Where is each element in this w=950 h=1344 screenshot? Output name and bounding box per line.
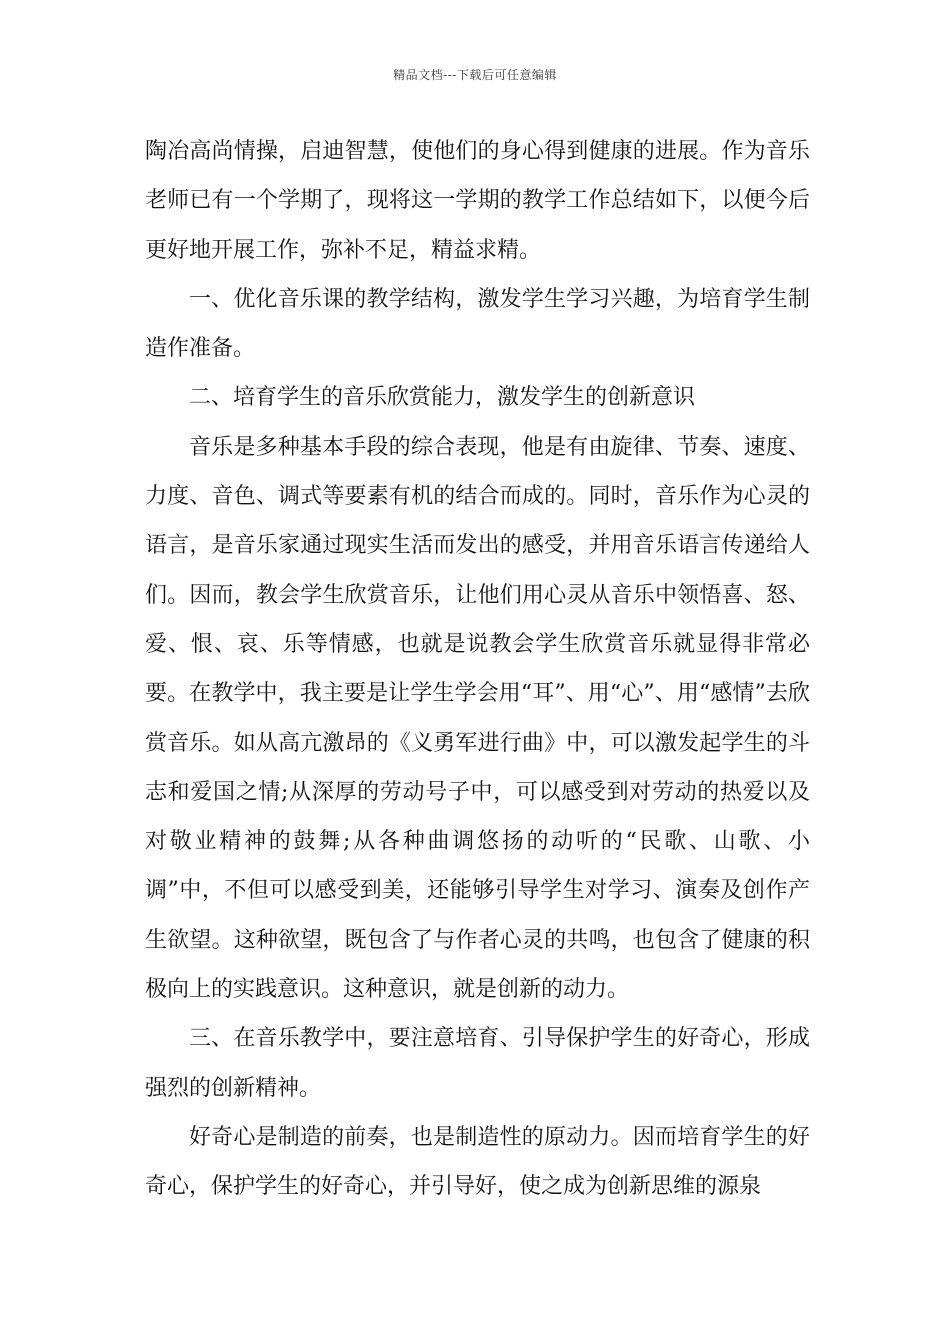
section-heading-2: 二、培育学生的音乐欣赏能力，激发学生的创新意识 — [189, 385, 696, 411]
paragraph-intro: 陶冶高尚情操，启迪智慧，使他们的身心得到健康的进展。作为音乐老师已有一个学期了，现将这一学期的教学工作总结如下，以便今后更好地开展工作，弥补不足，精益求精。 — [145, 139, 810, 263]
section-heading-3: 三、在音乐教学中，要注意培育、引导保护学生的好奇心，形成强烈的创新精神。 — [145, 1026, 810, 1101]
paragraph-music-appreciation: 音乐是多种基本手段的综合表现，他是有由旋律、节奏、速度、力度、音色、调式等要素有机的结合而成的。同时，音乐作为心灵的语言，是音乐家通过现实生活而发出的感受，并用音乐语言传递给人们。因而，教会学生欣赏音乐，让他们用心灵从音乐中领悟喜、怒、爱、恨、哀、乐等情感，也就是说教会学生欣赏音乐就显得非常必要。在教学中，我主要是让学生学会用“耳”、用“心”、用“感情”去欣赏音乐。如从高亢激昂的《义勇军进行曲》中，可以激发起学生的斗志和爱国之情;从深厚的劳动号子中，可以感受到对劳动的热爱以及对敬业精神的鼓舞;从各种曲调悠扬的动听的“民歌、山歌、小调”中，不但可以感受到美，还能够引导学生对学习、演奏及创作产生欲望。这种欲望，既包含了与作者心灵的共鸣，也包含了健康的积极向上的实践意识。这种意识，就是创新的动力。 — [145, 434, 810, 1003]
document-body — [145, 127, 810, 1212]
section-heading-1: 一、优化音乐课的教学结构，激发学生学习兴趣，为培育学生制造作准备。 — [145, 286, 810, 362]
page-header: 精品文档---下载后可任意编辑 — [393, 68, 557, 82]
paragraph-curiosity: 好奇心是制造的前奏，也是制造性的原动力。因而培育学生的好奇心，保护学生的好奇心，并引导好，使之成为创新思维的源泉 — [145, 1124, 810, 1200]
